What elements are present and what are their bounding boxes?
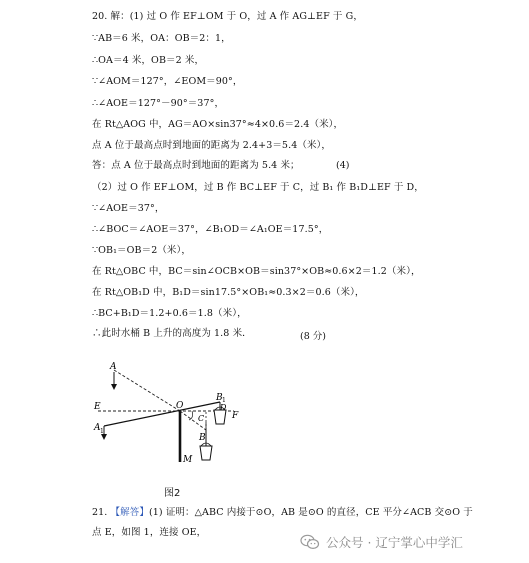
solution-line: 20. 解：(1) 过 O 作 EF⊥OM 于 O，过 A 作 AG⊥EF 于 G，	[92, 11, 363, 22]
score-mark: (8 分)	[300, 331, 326, 342]
solution-line: ∵∠AOE＝37°，	[92, 203, 165, 214]
wechat-watermark	[300, 530, 522, 554]
solution-line: （2）过 O 作 EF⊥OM，过 B 作 BC⊥EF 于 C，过 B₁ 作 B₁D⊥EF 于 D，	[92, 182, 424, 193]
figure-caption: 图2	[164, 488, 181, 499]
label-c: C	[198, 414, 205, 423]
label-a1: A	[94, 423, 101, 433]
label-a1-sub: 1	[100, 428, 104, 435]
label-m: M	[183, 455, 193, 465]
solution-line: ∴BC+B₁D＝1.2+0.6＝1.8（米），	[92, 308, 247, 319]
bucket-b	[200, 446, 212, 460]
label-f: F	[232, 411, 239, 421]
problem-21-line-2: 点 E，如图 1，连接 OE，	[92, 527, 207, 538]
label-d: D	[220, 403, 227, 412]
solution-line: ∴∠AOE＝127°－90°＝37°，	[92, 98, 225, 109]
solution-line: ∵∠AOM＝127°，∠EOM＝90°，	[92, 76, 243, 87]
problem-21-line-1	[92, 507, 473, 519]
solution-line: ∴OA＝4 米，OB＝2 米，	[92, 55, 205, 66]
score-mark: (4)	[336, 160, 350, 171]
solution-line: 在 Rt△OBC 中，BC＝sin∠OCB×OB＝sin37°×OB≈0.6×2＝1.2（米），	[92, 266, 421, 277]
problem-number: 21.	[92, 507, 111, 518]
wechat-icon	[300, 534, 320, 550]
solution-line: 在 Rt△AOG 中，AG＝AO×sin37°≈4×0.6＝2.4（米），	[92, 119, 344, 130]
label-a: A	[110, 362, 117, 372]
problem-21-text: (1) 证明：△ABC 内接于⊙O，AB 是⊙O 的直径，CE 平分∠ACB 交⊙O 于	[148, 507, 473, 518]
watermark-text: 公众号 · 辽宁掌心中学汇	[326, 535, 463, 550]
label-b1-sub: 1	[222, 397, 226, 404]
line-ao-dashed	[114, 370, 180, 411]
solution-line: 在 Rt△OB₁D 中，B₁D＝sin17.5°×OB₁≈0.3×2＝0.6（米），	[92, 287, 365, 298]
solution-line: ∵OB₁＝OB＝2（米），	[92, 245, 191, 256]
label-o: O	[176, 401, 184, 411]
solution-line: ∴∠BOC＝∠AOE＝37°，∠B₁OD＝∠A₁OE＝17.5°，	[92, 224, 329, 235]
solution-line: 点 A 位于最高点时到地面的距离为 2.4+3＝5.4（米），	[92, 140, 331, 151]
solution-line: ∴此时水桶 B 上升的高度为 1.8 米．	[92, 328, 252, 339]
geometry-figure	[88, 358, 258, 498]
label-e: E	[94, 402, 101, 412]
solution-line: 答：点 A 位于最高点时到地面的距离为 5.4 米；	[92, 160, 300, 171]
bucket-b1	[214, 410, 226, 424]
solution-line: ∵AB＝6 米，OA：OB＝2：1，	[92, 33, 231, 44]
label-b1: B	[216, 393, 223, 403]
angle-arc	[189, 411, 193, 420]
label-b: B	[199, 433, 206, 443]
answer-key-tag: 【解答】	[110, 507, 149, 518]
